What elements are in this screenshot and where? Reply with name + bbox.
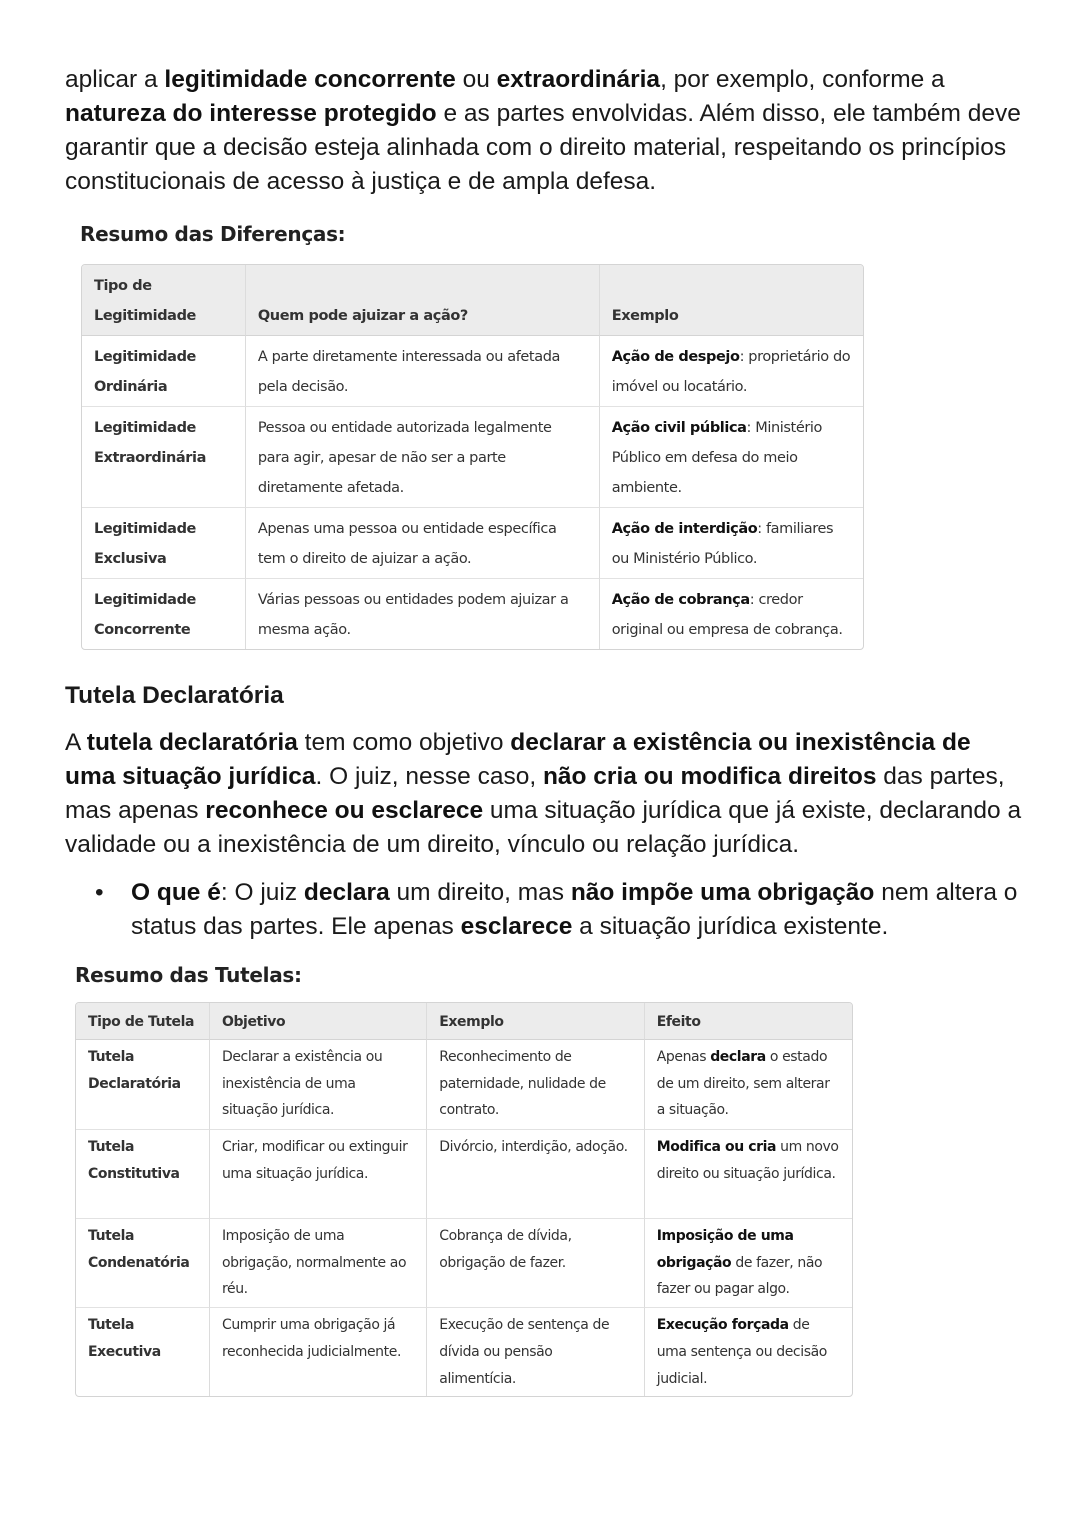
text-span: a situação jurídica existente. xyxy=(572,913,889,940)
section-paragraph xyxy=(65,726,1025,862)
header-efeito: Efeito xyxy=(645,1003,852,1040)
cell-quem: Pessoa ou entidade autorizada legalmente para agir, apesar de não ser a parte diretamente afetada. xyxy=(246,406,600,507)
text-span: : proprietário do imóvel ou locatário. xyxy=(611,349,851,395)
text-span: nem altera o status das partes. Ele apenas xyxy=(131,879,1018,940)
text-span: um direito, mas xyxy=(389,879,571,906)
table-header-row xyxy=(76,1003,852,1040)
text-span: , por exemplo, conforme a xyxy=(660,66,945,93)
bullet-dot: • xyxy=(95,879,104,906)
header-exemplo: Exemplo xyxy=(600,265,863,336)
table-row xyxy=(82,406,863,507)
header-tipo: Tipo de Tutela xyxy=(76,1003,210,1040)
bold-text: Imposição de uma obrigação xyxy=(656,1228,794,1271)
bold-text: reconhece ou esclarece xyxy=(205,797,484,824)
text-span: de fazer, não fazer ou pagar algo. xyxy=(656,1254,823,1298)
bold-text: declara xyxy=(710,1049,766,1065)
cell-tipo: Legitimidade Concorrente xyxy=(82,578,246,649)
section-heading: Tutela Declaratória xyxy=(65,682,284,709)
table-row xyxy=(82,578,863,649)
text-span: tem como objetivo xyxy=(297,729,511,756)
text-span: A xyxy=(65,729,87,756)
table-row xyxy=(82,336,863,406)
bold-text: declara xyxy=(303,879,390,906)
text-span: o estado de um direito, sem alterar a situação. xyxy=(656,1049,830,1119)
text-span: de uma sentença ou decisão judicial. xyxy=(656,1317,827,1387)
table-header-row xyxy=(82,265,863,336)
text-span: um novo direito ou situação jurídica. xyxy=(656,1139,839,1182)
cell-tipo: Legitimidade Ordinária xyxy=(82,336,246,406)
bold-text: Execução forçada xyxy=(656,1317,789,1334)
table-row xyxy=(76,1307,852,1396)
cell-tipo: Tutela Declaratória xyxy=(76,1040,210,1129)
bold-text: natureza do interesse protegido xyxy=(65,100,437,127)
cell-exemplo xyxy=(600,578,863,649)
text-span: Apenas xyxy=(656,1049,711,1065)
legitimacy-summary-table xyxy=(81,264,864,650)
bold-text: Ação civil pública xyxy=(611,420,747,436)
bold-text: Ação de despejo xyxy=(611,349,740,365)
bold-text: declarar a existência ou inexistência de uma situação jurídica xyxy=(65,729,971,790)
cell-tipo: Legitimidade Extraordinária xyxy=(82,406,246,507)
text-span: . O juiz, nesse caso, xyxy=(315,763,543,790)
cell-exemplo: Execução de sentença de dívida ou pensão alimentícia. xyxy=(427,1307,644,1396)
text-span: : credor original ou empresa de cobrança. xyxy=(611,592,843,638)
cell-quem: Várias pessoas ou entidades podem ajuizar a mesma ação. xyxy=(246,578,600,649)
bold-text: O que é xyxy=(131,879,221,906)
bold-text: não cria ou modifica direitos xyxy=(542,763,877,790)
cell-exemplo: Cobrança de dívida, obrigação de fazer. xyxy=(427,1218,644,1307)
text-span: e as partes envolvidas. Além disso, ele também deve garantir que a decisão esteja alinhada com o direito material, respeitando os princípios constitucionais de acesso à justiça e de ampla defesa. xyxy=(65,100,1021,195)
cell-exemplo xyxy=(600,507,863,578)
tutelas-summary-table xyxy=(75,1002,853,1397)
table-row xyxy=(76,1040,852,1129)
table-row xyxy=(76,1129,852,1218)
table-row xyxy=(76,1218,852,1307)
text-span: : O juiz xyxy=(220,879,304,906)
bold-text: extraordinária xyxy=(496,66,661,93)
cell-objetivo: Criar, modificar ou extinguir uma situação jurídica. xyxy=(210,1129,427,1218)
header-quem: Quem pode ajuizar a ação? xyxy=(246,265,600,336)
bold-text: esclarece xyxy=(460,913,573,940)
cell-exemplo: Divórcio, interdição, adoção. xyxy=(427,1129,644,1218)
cell-exemplo xyxy=(600,406,863,507)
bold-text: Ação de interdição xyxy=(611,521,758,537)
cell-efeito xyxy=(645,1129,852,1218)
cell-objetivo: Declarar a existência ou inexistência de uma situação jurídica. xyxy=(210,1040,427,1129)
cell-exemplo: Reconhecimento de paternidade, nulidade de contrato. xyxy=(427,1040,644,1129)
text-span: aplicar a xyxy=(65,66,165,93)
text-span: ou xyxy=(455,66,497,93)
table-row xyxy=(82,507,863,578)
cell-objetivo: Cumprir uma obrigação já reconhecida judicialmente. xyxy=(210,1307,427,1396)
cell-tipo: Legitimidade Exclusiva xyxy=(82,507,246,578)
cell-quem: A parte diretamente interessada ou afetada pela decisão. xyxy=(246,336,600,406)
intro-paragraph xyxy=(65,63,1025,199)
cell-efeito xyxy=(645,1307,852,1396)
cell-efeito xyxy=(645,1218,852,1307)
text-span: uma situação jurídica que já existe, declarando a validade ou a inexistência de um direito, vínculo ou relação jurídica. xyxy=(65,797,1022,858)
cell-tipo: Tutela Condenatória xyxy=(76,1218,210,1307)
bold-text: Ação de cobrança xyxy=(611,592,750,608)
text-span: das partes, mas apenas xyxy=(65,763,1005,824)
bold-text: Modifica ou cria xyxy=(656,1139,777,1155)
cell-tipo: Tutela Executiva xyxy=(76,1307,210,1396)
cell-objetivo: Imposição de uma obrigação, normalmente ao réu. xyxy=(210,1218,427,1307)
bold-text: não impõe uma obrigação xyxy=(570,879,875,906)
text-span: : familiares ou Ministério Público. xyxy=(611,521,834,567)
text-span: : Ministério Público em defesa do meio ambiente. xyxy=(611,420,823,496)
table-caption-differences: Resumo das Diferenças: xyxy=(80,222,346,246)
cell-efeito xyxy=(645,1040,852,1129)
cell-exemplo xyxy=(600,336,863,406)
header-tipo: Tipo de Legitimidade xyxy=(82,265,246,336)
bold-text: tutela declaratória xyxy=(86,729,298,756)
table-caption-tutelas: Resumo das Tutelas: xyxy=(75,963,302,987)
cell-quem: Apenas uma pessoa ou entidade específica tem o direito de ajuizar a ação. xyxy=(246,507,600,578)
header-exemplo: Exemplo xyxy=(427,1003,644,1040)
header-objetivo: Objetivo xyxy=(210,1003,427,1040)
bullet-item xyxy=(65,876,1025,944)
cell-tipo: Tutela Constitutiva xyxy=(76,1129,210,1218)
bold-text: legitimidade concorrente xyxy=(164,66,456,93)
